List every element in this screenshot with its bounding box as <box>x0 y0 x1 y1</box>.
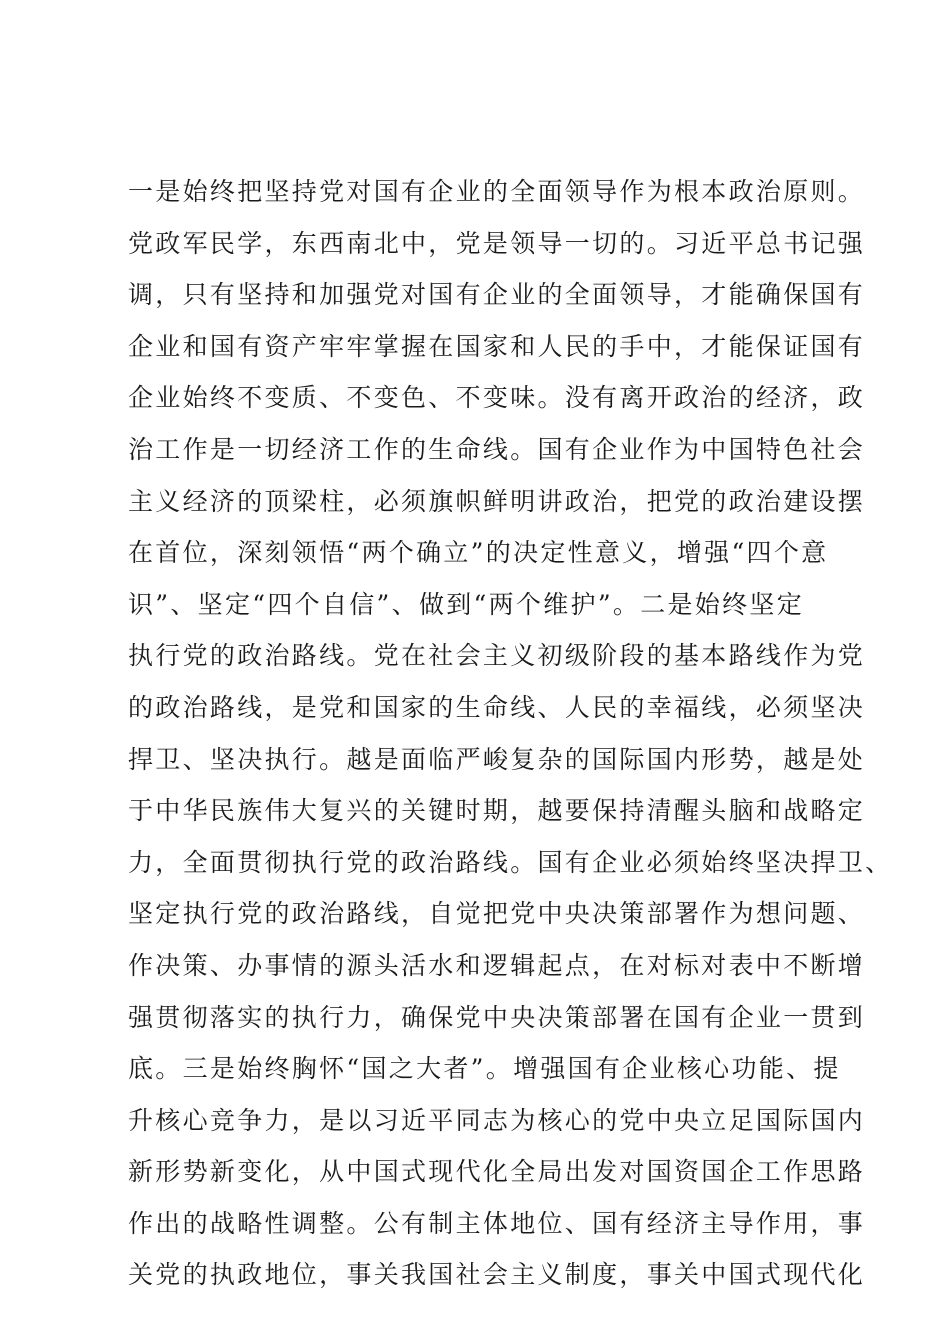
text-line: 作决策、办事情的源头活水和逻辑起点，在对标对表中不断增 <box>128 950 866 980</box>
text-line: 力，全面贯彻执行党的政治路线。国有企业必须始终坚决捍卫、 <box>128 847 893 877</box>
text-line: 执行党的政治路线。党在社会主义初级阶段的基本路线作为党 <box>128 641 866 671</box>
text-line: 调，只有坚持和加强党对国有企业的全面领导，才能确保国有 <box>128 280 866 310</box>
text-line: 底。三是始终胸怀“国之大者”。增强国有企业核心功能、提 <box>128 1054 841 1084</box>
text-line: 作出的战略性调整。公有制主体地位、国有经济主导作用，事 <box>128 1208 866 1238</box>
text-line: 在首位，深刻领悟“两个确立”的决定性意义，增强“四个意 <box>128 538 829 568</box>
text-line: 企业始终不变质、不变色、不变味。没有离开政治的经济，政 <box>128 383 866 413</box>
text-line: 识”、坚定“四个自信”、做到“两个维护”。二是始终坚定 <box>128 589 805 619</box>
body-paragraph <box>128 166 893 1301</box>
text-line: 主义经济的顶梁柱，必须旗帜鲜明讲政治，把党的政治建设摆 <box>128 486 866 516</box>
text-line: 企业和国有资产牢牢掌握在国家和人民的手中，才能保证国有 <box>128 331 866 361</box>
text-line: 一是始终把坚持党对国有企业的全面领导作为根本政治原则。 <box>128 177 866 206</box>
text-line: 捍卫、坚决执行。越是面临严峻复杂的国际国内形势，越是处 <box>128 744 866 774</box>
text-line: 于中华民族伟大复兴的关键时期，越要保持清醒头脑和战略定 <box>128 796 866 826</box>
text-line: 坚定执行党的政治路线，自觉把党中央决策部署作为想问题、 <box>128 899 866 929</box>
text-line: 关党的执政地位，事关我国社会主义制度，事关中国式现代化 <box>128 1260 866 1290</box>
text-line: 新形势新变化，从中国式现代化全局出发对国资国企工作思路 <box>128 1157 866 1187</box>
text-line: 的政治路线，是党和国家的生命线、人民的幸福线，必须坚决 <box>128 692 866 722</box>
text-line: 党政军民学，东西南北中，党是领导一切的。习近平总书记强 <box>128 228 866 258</box>
text-line: 强贯彻落实的执行力，确保党中央决策部署在国有企业一贯到 <box>128 1002 866 1032</box>
text-line: 治工作是一切经济工作的生命线。国有企业作为中国特色社会 <box>128 434 866 464</box>
text-line: 升核心竞争力，是以习近平同志为核心的党中央立足国际国内 <box>128 1105 866 1135</box>
